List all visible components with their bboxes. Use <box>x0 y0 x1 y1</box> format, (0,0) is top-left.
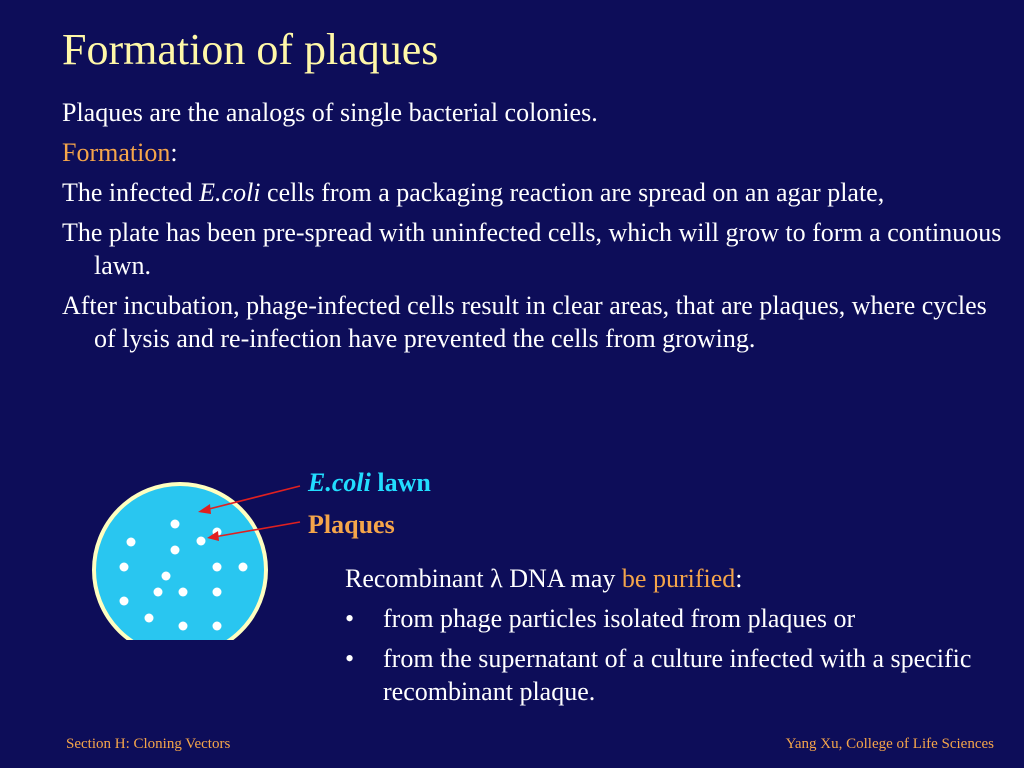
paragraph-incubation: After incubation, phage-infected cells result in clear areas, that are plaques, where cycles of lysis and re-infection have prevented the cells from growing. <box>62 291 987 353</box>
plaque-dot <box>120 597 129 606</box>
infected-text-start: The infected <box>62 178 200 207</box>
plaque-dot <box>171 520 180 529</box>
dna-may-text: DNA may <box>502 564 622 593</box>
agar-plate <box>94 484 266 640</box>
formation-colon: : <box>170 138 178 167</box>
intro-colon: : <box>735 564 743 593</box>
plaque-dot <box>213 622 222 631</box>
bullet-glyph: • <box>345 604 355 633</box>
paragraph-plate: The plate has been pre-spread with uninfected cells, which will grow to form a continuous lawn. <box>62 218 1002 280</box>
plaque-dot <box>145 614 154 623</box>
bullet-text: from phage particles isolated from plaques or <box>383 604 856 633</box>
bullet-item <box>345 602 1015 635</box>
formation-label: Formation <box>62 138 171 167</box>
be-purified-highlight: be purified <box>621 564 736 593</box>
slide-body <box>62 96 1002 362</box>
slide-title: Formation of plaques <box>62 25 439 74</box>
paragraph-infected <box>62 176 1002 209</box>
formation-heading <box>62 136 1002 169</box>
intro-line: Plaques are the analogs of single bacterial colonies. <box>62 98 598 127</box>
plaque-dot <box>120 563 129 572</box>
plate-diagram <box>0 470 320 640</box>
footer-section: Section H: Cloning Vectors <box>66 736 231 752</box>
plaque-dot <box>179 588 188 597</box>
plaque-dot <box>213 588 222 597</box>
infected-text-end: cells from a packaging reaction are spread on an agar plate, <box>260 178 885 207</box>
plaque-dot <box>179 622 188 631</box>
plaque-dot <box>171 546 180 555</box>
plaque-dot <box>239 563 248 572</box>
ecoli-italic: E.coli <box>199 178 261 207</box>
bullet-item <box>345 642 1015 708</box>
plaque-dot <box>197 537 206 546</box>
recombinant-text: Recombinant <box>345 564 491 593</box>
lawn-label-rest: lawn <box>370 468 431 497</box>
recombinant-intro <box>345 562 1015 595</box>
plaque-dot <box>213 563 222 572</box>
plaques-label: Plaques <box>308 510 395 539</box>
plaque-dot <box>162 572 171 581</box>
bullet-text: from the supernatant of a culture infected with a specific recombinant plaque. <box>383 644 972 706</box>
lawn-label-italic: E.coli <box>308 468 371 497</box>
footer-author: Yang Xu, College of Life Sciences <box>785 736 994 752</box>
plaque-dot <box>154 588 163 597</box>
lambda-symbol: λ <box>490 564 503 593</box>
plaque-dot <box>127 538 136 547</box>
recombinant-section <box>345 562 1015 715</box>
ecoli-lawn-label <box>308 468 431 498</box>
bullet-glyph: • <box>345 644 355 673</box>
